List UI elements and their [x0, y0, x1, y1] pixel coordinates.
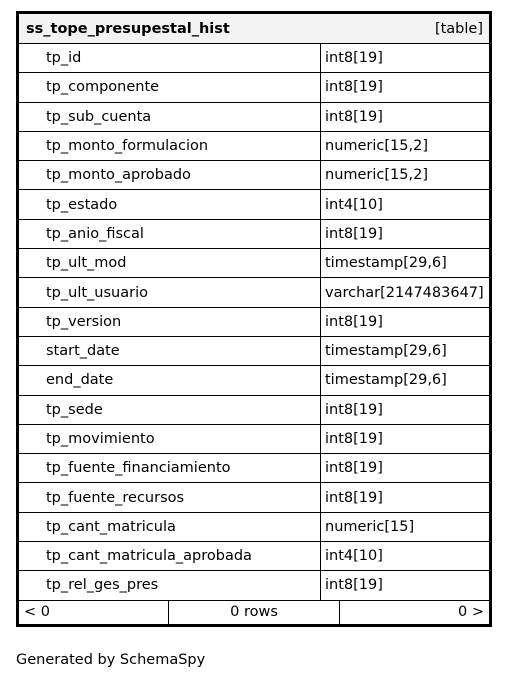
column-name: tp_sede — [19, 396, 321, 424]
column-name: tp_estado — [19, 190, 321, 218]
column-name: tp_monto_aprobado — [19, 161, 321, 189]
column-type: int8[19] — [325, 225, 383, 242]
column-type: int8[19] — [325, 50, 383, 67]
column-row — [19, 132, 489, 161]
column-name: tp_ult_usuario — [19, 278, 321, 306]
column-type: int8[19] — [325, 401, 383, 418]
column-name: tp_rel_ges_pres — [19, 571, 321, 599]
table-name: ss_tope_presupestal_hist — [26, 20, 230, 37]
column-row — [19, 542, 489, 571]
column-row — [19, 249, 489, 278]
column-name: tp_monto_formulacion — [19, 132, 321, 160]
column-row — [19, 278, 489, 307]
column-row — [19, 308, 489, 337]
column-name: tp_cant_matricula_aprobada — [19, 542, 321, 570]
column-type: int8[19] — [325, 108, 383, 125]
column-type: numeric[15,2] — [325, 167, 428, 184]
column-type: timestamp[29,6] — [325, 372, 447, 389]
column-type: int8[19] — [325, 489, 383, 506]
column-type: int8[19] — [325, 431, 383, 447]
column-row — [19, 425, 489, 454]
column-list — [19, 44, 489, 601]
column-name: end_date — [19, 366, 321, 394]
column-row — [19, 103, 489, 132]
column-name: tp_sub_cuenta — [19, 103, 321, 131]
column-row — [19, 513, 489, 542]
column-name: tp_fuente_financiamiento — [19, 454, 321, 482]
column-name: tp_ult_mod — [19, 249, 321, 277]
column-row — [19, 73, 489, 102]
column-name: tp_movimiento — [19, 425, 321, 453]
generated-by-text: Generated by SchemaSpy — [16, 652, 206, 668]
row-count: 0 rows — [169, 601, 340, 624]
column-row — [19, 366, 489, 395]
column-name: tp_version — [19, 308, 321, 336]
column-name: tp_cant_matricula — [19, 513, 321, 541]
parents-count: < 0 — [19, 601, 169, 624]
column-row — [19, 337, 489, 366]
column-row — [19, 571, 489, 600]
column-type: int8[19] — [325, 460, 383, 477]
column-type: int8[19] — [325, 313, 383, 330]
column-type: timestamp[29,6] — [325, 343, 447, 360]
table-node — [16, 11, 492, 627]
table-header — [19, 14, 489, 44]
column-row — [19, 396, 489, 425]
children-count: 0 > — [458, 604, 484, 621]
column-type: int8[19] — [325, 577, 383, 594]
column-row — [19, 161, 489, 190]
column-type: timestamp[29,6] — [325, 255, 447, 272]
column-name: start_date — [19, 337, 321, 365]
column-name: tp_componente — [19, 73, 321, 101]
column-row — [19, 483, 489, 512]
column-row — [19, 454, 489, 483]
column-name: tp_id — [19, 44, 321, 72]
column-type: numeric[15] — [325, 518, 415, 535]
column-type: numeric[15,2] — [325, 138, 428, 155]
column-type: int4[10] — [325, 196, 383, 213]
column-type: int4[10] — [325, 548, 383, 565]
table-footer — [19, 601, 489, 624]
column-type: varchar[2147483647] — [325, 284, 484, 301]
column-name: tp_fuente_recursos — [19, 483, 321, 511]
column-name: tp_anio_fiscal — [19, 220, 321, 248]
column-row — [19, 220, 489, 249]
column-type: int8[19] — [325, 79, 383, 96]
table-kind-label: [table] — [434, 20, 483, 37]
column-row — [19, 190, 489, 219]
column-row — [19, 44, 489, 73]
